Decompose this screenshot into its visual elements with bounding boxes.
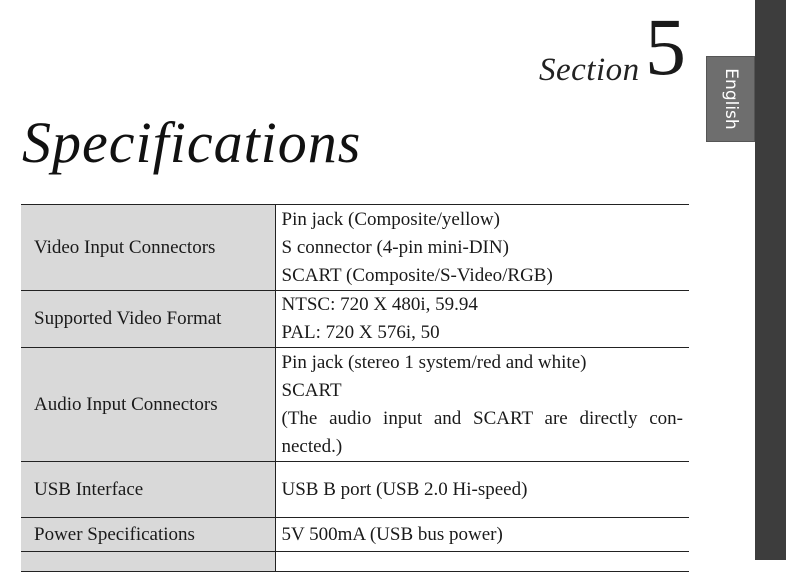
spec-value-line: NTSC: 720 X 480i, 59.94	[281, 294, 478, 315]
spec-value	[275, 348, 689, 462]
table-row	[21, 291, 689, 348]
spec-label: Video Input Connectors	[21, 205, 275, 291]
specifications-table	[21, 204, 689, 572]
section-number: 5	[645, 1, 686, 92]
spec-label: Power Specifications	[21, 518, 275, 552]
table-row	[21, 462, 689, 518]
language-tab	[706, 56, 755, 142]
spec-value	[275, 205, 689, 291]
spec-label: Supported Video Format	[21, 291, 275, 348]
spec-value-line: SCART	[281, 379, 342, 401]
spec-value-line: PAL: 720 X 576i, 50	[281, 322, 440, 343]
spec-value-line: Pin jack (Composite/yellow)	[281, 208, 500, 230]
spec-value-line: SCART (Composite/S-Video/RGB)	[281, 264, 553, 286]
page-title: Specifications	[22, 110, 362, 175]
spec-value-empty	[275, 552, 689, 572]
spec-value-line: USB B port (USB 2.0 Hi-speed)	[281, 478, 528, 500]
side-bar	[755, 0, 786, 560]
spec-label: Audio Input Connectors	[21, 348, 275, 462]
spec-value-line: (The audio input and SCART are directly con-	[281, 407, 683, 429]
spec-value-line: 5V 500mA (USB bus power)	[281, 523, 503, 545]
spec-label: USB Interface	[21, 462, 275, 518]
table-row	[21, 205, 689, 291]
spec-value-line: nected.)	[281, 435, 343, 457]
table-row	[21, 348, 689, 462]
spec-value-line: S connector (4-pin mini-DIN)	[281, 236, 509, 258]
table-row	[21, 552, 689, 572]
spec-label-empty	[21, 552, 275, 572]
spec-value	[275, 518, 689, 552]
spec-value	[275, 462, 689, 518]
table-row	[21, 518, 689, 552]
spec-value	[275, 291, 689, 348]
spec-value-line: Pin jack (stereo 1 system/red and white)	[281, 351, 587, 373]
language-tab-label: English	[720, 68, 741, 130]
section-word: Section	[539, 52, 640, 88]
